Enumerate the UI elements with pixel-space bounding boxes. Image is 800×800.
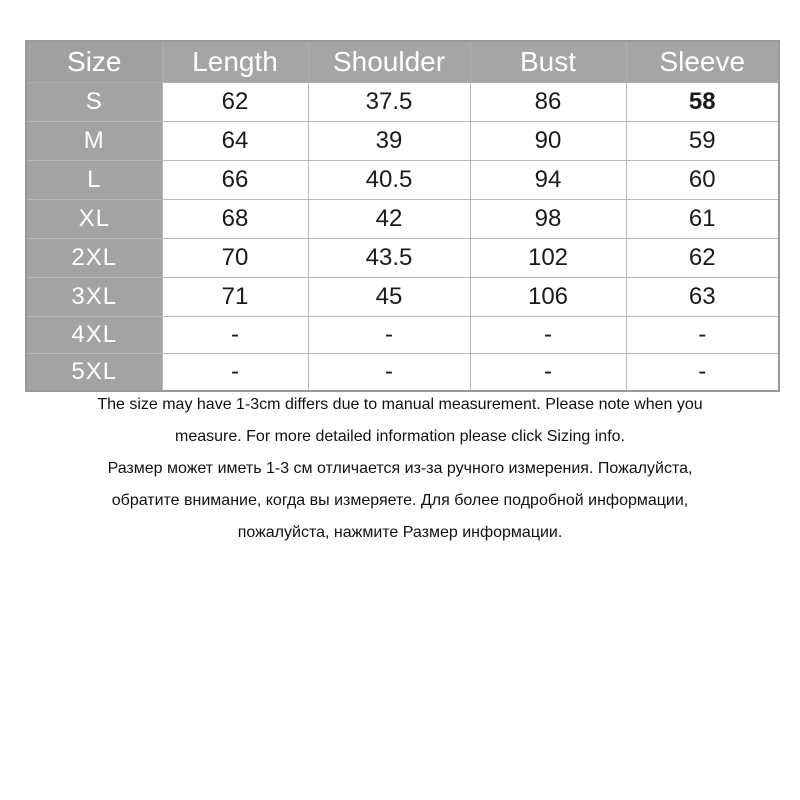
column-header-length: Length (162, 41, 308, 83)
size-label: 2XL (26, 239, 162, 278)
shoulder-value: 39 (308, 122, 470, 161)
sleeve-value: 58 (626, 83, 779, 122)
sleeve-value: 61 (626, 200, 779, 239)
shoulder-value: 43.5 (308, 239, 470, 278)
shoulder-value: 42 (308, 200, 470, 239)
size-label: M (26, 122, 162, 161)
table-row (26, 122, 779, 161)
length-value: 70 (162, 239, 308, 278)
size-label: 5XL (26, 354, 162, 392)
table-row (26, 239, 779, 278)
header-row (26, 41, 779, 83)
column-header-size: Size (26, 41, 162, 83)
size-label: 4XL (26, 317, 162, 354)
length-value: 62 (162, 83, 308, 122)
bust-value: 102 (470, 239, 626, 278)
shoulder-value: - (308, 317, 470, 354)
note-line-ru-2: обратите внимание, когда вы измеряете. Для более подробной информации, (111, 492, 689, 509)
size-label: S (26, 83, 162, 122)
sleeve-value: - (626, 317, 779, 354)
sleeve-value: 62 (626, 239, 779, 278)
length-value: 68 (162, 200, 308, 239)
bust-value: 86 (470, 83, 626, 122)
sleeve-value: 63 (626, 278, 779, 317)
shoulder-value: 37.5 (308, 83, 470, 122)
note-line-en-1: The size may have 1-3cm differs due to manual measurement. Please note when you (97, 396, 703, 413)
bust-value: 106 (470, 278, 626, 317)
bust-value: 90 (470, 122, 626, 161)
table-row (26, 83, 779, 122)
sleeve-value: - (626, 354, 779, 392)
shoulder-value: - (308, 354, 470, 392)
measurement-note (0, 392, 800, 552)
length-value: - (162, 354, 308, 392)
size-chart-table (25, 40, 780, 392)
note-line-en-2: measure. For more detailed information please click Sizing info. (175, 428, 625, 445)
table-row (26, 278, 779, 317)
table-row (26, 354, 779, 392)
note-line-ru-1: Размер может иметь 1-3 см отличается из-за ручного измерения. Пожалуйста, (107, 460, 693, 477)
size-label: 3XL (26, 278, 162, 317)
sleeve-value: 59 (626, 122, 779, 161)
bust-value: - (470, 354, 626, 392)
bust-value: 94 (470, 161, 626, 200)
length-value: 71 (162, 278, 308, 317)
size-label: XL (26, 200, 162, 239)
note-line-ru-3: пожалуйста, нажмите Размер информации. (237, 524, 563, 541)
length-value: 66 (162, 161, 308, 200)
sleeve-value: 60 (626, 161, 779, 200)
bust-value: 98 (470, 200, 626, 239)
column-header-sleeve: Sleeve (626, 41, 779, 83)
table-row (26, 317, 779, 354)
column-header-bust: Bust (470, 41, 626, 83)
bust-value: - (470, 317, 626, 354)
shoulder-value: 45 (308, 278, 470, 317)
shoulder-value: 40.5 (308, 161, 470, 200)
size-label: L (26, 161, 162, 200)
column-header-shoulder: Shoulder (308, 41, 470, 83)
length-value: 64 (162, 122, 308, 161)
length-value: - (162, 317, 308, 354)
table-row (26, 161, 779, 200)
table-row (26, 200, 779, 239)
